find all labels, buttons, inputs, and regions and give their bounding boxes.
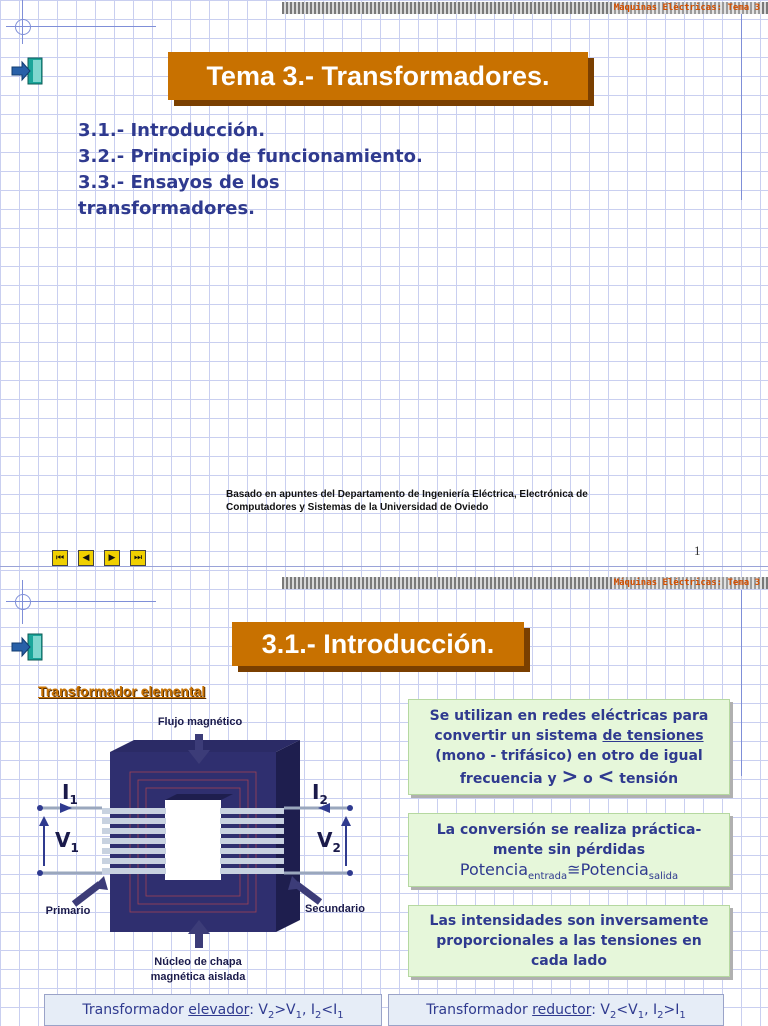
info-box-usage: Se utilizan en redes eléctricas para convertir un sistema de tensiones (mono - trifásico) en otro de igual frecuencia y > o < tensión [408, 699, 730, 795]
crosshair-icon [15, 594, 31, 610]
section-title: 3.1.- Introducción. [232, 622, 524, 666]
current-i2: $I_2$ [312, 780, 328, 807]
slide-divider [0, 566, 768, 567]
info-box-currents: Las intensidades son inversamente proporcionales a las tensiones en cada lado [408, 905, 730, 977]
last-slide-icon[interactable]: ⏭ [130, 550, 146, 566]
toc-item-tests-cont[interactable]: transformadores. [78, 198, 256, 219]
info-box-conversion: La conversión se realiza práctica- mente sin pérdidas Potencia$_{entrada}$≅Potencia$_{salida}$ [408, 813, 730, 887]
core-window [165, 800, 221, 880]
figure-subtitle: Transformador elemental [38, 683, 206, 699]
core-label: Núcleo de chapa magnética aislada [150, 956, 246, 983]
credits-line: Computadores y Sistemas de la Universidad de Oviedo [226, 502, 489, 513]
step-up-transformer-box: Transformador elevador: $V_2>V_1$, $I_2<I_1$ [44, 994, 382, 1026]
primary-label: Primario [45, 905, 91, 917]
guide-line [741, 590, 742, 776]
secondary-label: Secundario [305, 903, 365, 915]
first-slide-icon[interactable]: ⏮ [52, 550, 68, 566]
prev-slide-icon[interactable]: ◀ [78, 550, 94, 566]
voltage-v1: $V_1$ [55, 828, 79, 855]
header-text: Máquinas Eléctricas: Tema 3 [613, 578, 760, 588]
step-down-transformer-box: Transformador reductor: $V_2<V_1$, $I_2>I_1$ [388, 994, 724, 1026]
next-slide-icon[interactable]: ▶ [104, 550, 120, 566]
credits-line: Basado en apuntes del Departamento de Ingeniería Eléctrica, Electrónica de [226, 489, 588, 500]
toc-item-intro[interactable]: 3.1.- Introducción. [78, 120, 266, 141]
flux-label: Flujo magnético [157, 716, 243, 728]
toc-item-tests[interactable]: 3.3.- Ensayos de los [78, 172, 280, 193]
header-strip [282, 577, 768, 589]
transformer-diagram [30, 700, 400, 990]
current-i1: $I_1$ [62, 780, 78, 807]
voltage-v2: $V_2$ [317, 828, 341, 855]
header-text: Máquinas Eléctricas: Tema 3 [613, 3, 760, 13]
toc-item-principle[interactable]: 3.2.- Principio de funcionamiento. [78, 146, 423, 167]
exit-door-icon[interactable] [10, 632, 48, 662]
power-equation: Potencia$_{entrada}$≅Potencia$_{salida}$ [459, 860, 679, 883]
page-number: 1 [694, 543, 701, 558]
page-title: Tema 3.- Transformadores. [168, 52, 588, 100]
